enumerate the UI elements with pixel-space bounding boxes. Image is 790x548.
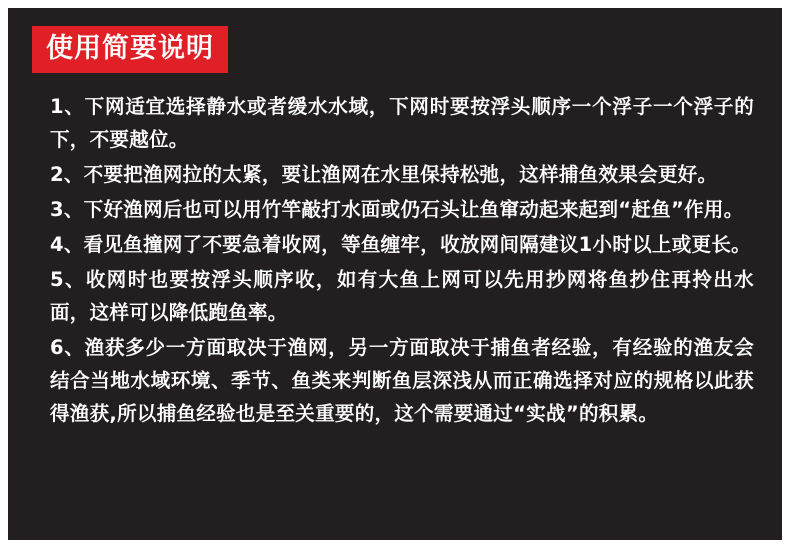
list-item: 1、下网适宜选择静水或者缓水水域，下网时要按浮头顺序一个浮子一个浮子的下，不要越位。 (50, 95, 754, 151)
instruction-list (30, 90, 760, 430)
list-item: 4、看见鱼撞网了不要急着收网，等鱼缠牢，收放网间隔建议1小时以上或更长。 (50, 233, 751, 256)
instruction-panel (8, 8, 782, 540)
page-title: 使用简要说明 (32, 26, 228, 73)
list-item: 2、不要把渔网拉的太紧，要让渔网在水里保持松弛，这样捕鱼效果会更好。 (50, 163, 718, 186)
list-item: 6、渔获多少一方面取决于渔网，另一方面取决于捕鱼者经验，有经验的渔友会结合当地水域环境、季节、鱼类来判断鱼层深浅从而正确选择对应的规格以此获得渔获,所以捕鱼经验也是至关重要的，这个需要通过“实战”的积累。 (50, 336, 754, 425)
list-item: 5、收网时也要按浮头顺序收，如有大鱼上网可以先用抄网将鱼抄住再拎出水面，这样可以降低跑鱼率。 (50, 268, 754, 324)
list-item: 3、下好渔网后也可以用竹竿敲打水面或仍石头让鱼窜动起来起到“赶鱼”作用。 (50, 198, 744, 221)
